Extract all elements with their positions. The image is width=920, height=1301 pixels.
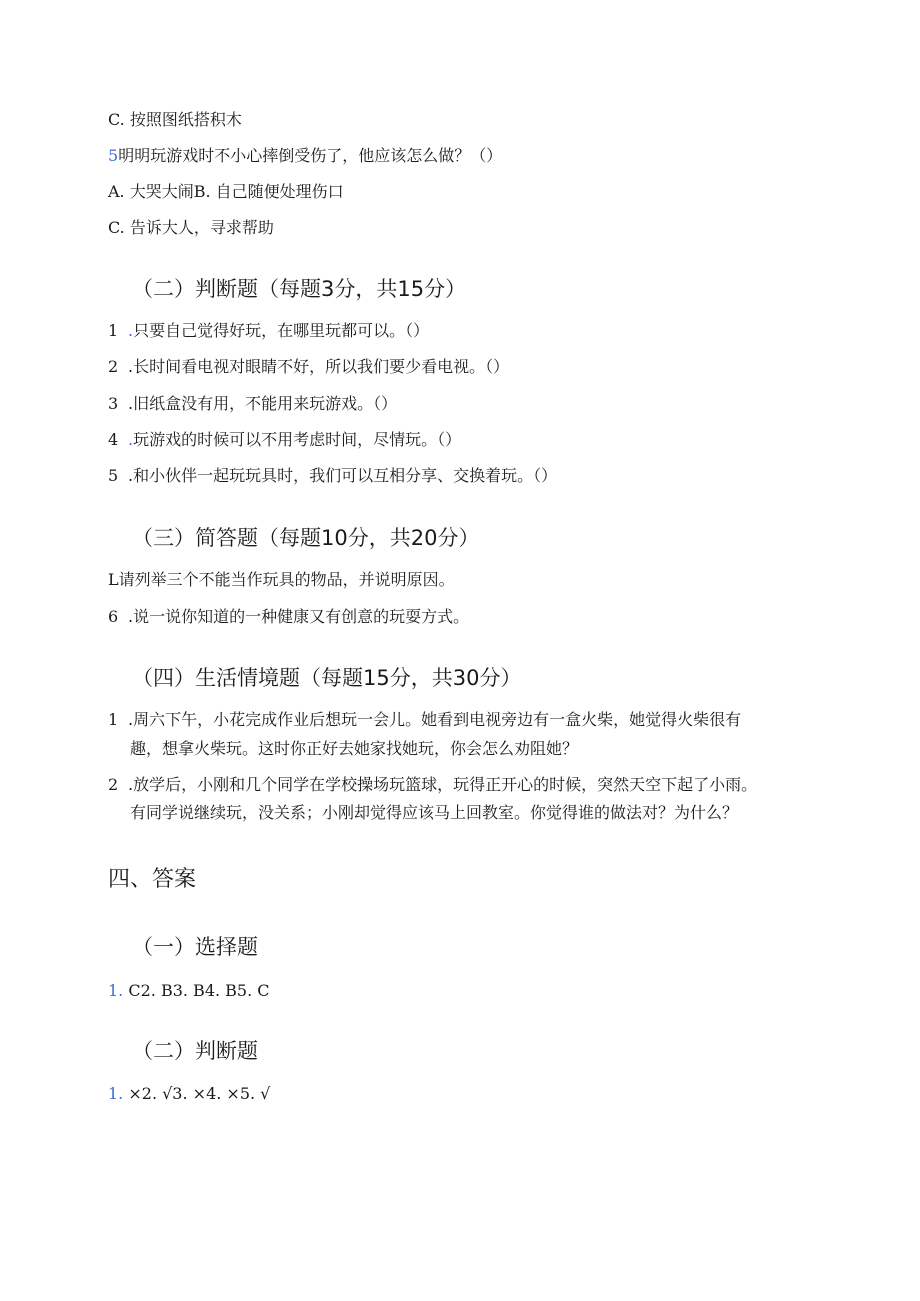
item-number: 2 xyxy=(108,357,119,376)
section-title-life-scenario: （四）生活情境题（每题15分，共30分） xyxy=(132,666,522,690)
item-dot: . xyxy=(128,321,134,340)
item-text: 玩游戏的时候可以不用考虑时间，尽情玩。（） xyxy=(133,430,462,449)
item-number: 5 xyxy=(108,466,119,485)
scenario-q2-line2: 有同学说继续玩，没关系；小刚却觉得应该马上回教室。你觉得谁的做法对？为什么？ xyxy=(130,803,739,822)
item-dot: . xyxy=(128,430,134,449)
item-dot: . xyxy=(128,394,134,413)
judge-item xyxy=(108,321,429,341)
section-title-judgement: （二）判断题（每题3分，共15分） xyxy=(132,277,467,301)
item-number: 2 xyxy=(108,775,119,794)
judge-item xyxy=(108,466,557,486)
answers-choice-title: （一）选择题 xyxy=(132,935,258,959)
options-ab-line: A. 大哭大闹B. 自己随便处理伤口 xyxy=(108,182,344,201)
answer-number: 1. xyxy=(108,1084,124,1103)
short-answer-q1: L请列举三个不能当作玩具的物品，并说明原因。 xyxy=(108,570,455,589)
item-text: .周六下午，小花完成作业后想玩一会儿。她看到电视旁边有一盒火柴，她觉得火柴很有 xyxy=(128,710,742,729)
answer-text: C2. B3. B4. B5. C xyxy=(123,981,270,1000)
judge-item xyxy=(108,430,461,450)
item-dot: . xyxy=(128,466,134,485)
item-text: 旧纸盒没有用，不能用来玩游戏。（） xyxy=(133,394,398,413)
item-text: 长时间看电视对眼睛不好，所以我们要少看电视。（） xyxy=(133,357,510,376)
answers-choice-line xyxy=(108,981,270,1001)
scenario-q2-line1 xyxy=(108,775,757,795)
answer-number: 1. xyxy=(108,981,124,1000)
item-number: 4 xyxy=(108,430,119,449)
short-answer-q2 xyxy=(108,607,469,627)
item-number: 6 xyxy=(108,607,119,626)
item-dot: . xyxy=(128,357,134,376)
scenario-q1-line1 xyxy=(108,710,741,730)
answers-title: 四、答案 xyxy=(108,867,197,892)
item-text: .放学后，小刚和几个同学在学校操场玩篮球，玩得正开心的时候，突然天空下起了小雨。 xyxy=(128,775,758,794)
item-text: 和小伙伴一起玩玩具时，我们可以互相分享、交换着玩。（） xyxy=(133,466,558,485)
scenario-q1-line2: 趣，想拿火柴玩。这时你正好去她家找她玩，你会怎么劝阻她？ xyxy=(130,739,579,758)
option-c-line: C. 告诉大人，寻求帮助 xyxy=(108,218,274,237)
question-5 xyxy=(108,146,502,166)
answers-judge-title: （二）判断题 xyxy=(132,1039,258,1063)
question-text: 明明玩游戏时不小心摔倒受伤了，他应该怎么做？（） xyxy=(118,146,503,165)
item-text: .说一说你知道的一种健康又有创意的玩耍方式。 xyxy=(128,607,470,626)
judge-item xyxy=(108,357,509,377)
item-number: 1 xyxy=(108,321,119,340)
option-c-line: C. 按照图纸搭积木 xyxy=(108,110,242,129)
judge-item xyxy=(108,394,397,414)
item-number: 3 xyxy=(108,394,119,413)
answer-text: ×2. √3. ×4. ×5. √ xyxy=(123,1084,271,1103)
question-number: 5 xyxy=(108,146,119,165)
section-title-short-answer: （三）简答题（每题10分，共20分） xyxy=(132,526,480,550)
item-text: 只要自己觉得好玩，在哪里玩都可以。（） xyxy=(133,321,430,340)
answers-judge-line xyxy=(108,1084,270,1104)
item-number: 1 xyxy=(108,710,119,729)
